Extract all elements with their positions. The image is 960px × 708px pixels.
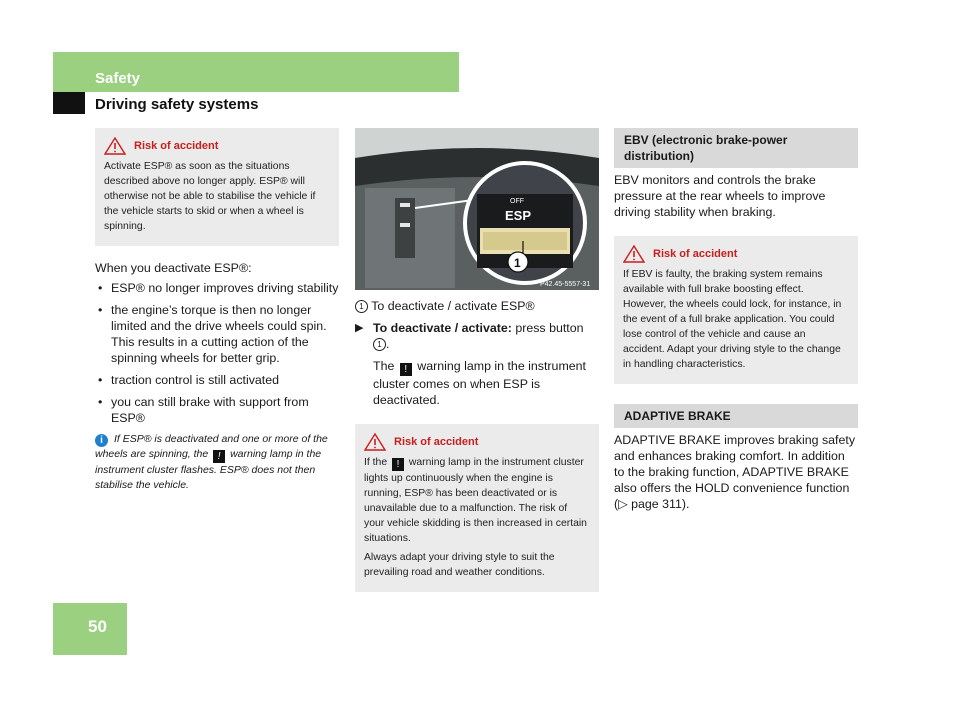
photo-callout: 1	[514, 256, 521, 270]
warning-text: Activate ESP® as soon as the situations described above no longer apply. ESP® will otherwise not be able to stabilise the vehicle if the vehicle starts to skid or when a wheel is spinning.	[104, 161, 316, 232]
esp-button-photo	[355, 128, 599, 290]
ebv-text: EBV monitors and controls the brake pressure at the rear wheels to improve driving stability when braking.	[614, 173, 826, 219]
arrow-right-icon: ▷	[618, 497, 628, 511]
esp-warning-lamp-icon: !	[400, 363, 412, 376]
photo-caption: 1 To deactivate / activate ESP®	[355, 298, 599, 314]
header-marker	[53, 92, 85, 114]
column-3	[614, 128, 858, 516]
subsection-title: Driving safety systems	[95, 96, 259, 113]
page-number: 50	[88, 617, 107, 636]
info-icon: i	[95, 434, 108, 447]
esp-warning-lamp-icon: !	[392, 458, 404, 471]
photo-code: P42.45-5557-31	[540, 281, 591, 288]
instruction: ▶ To deactivate / activate: press button 1 . The ! warning lamp in the instrument cluster comes on when ESP is deactivated.	[355, 321, 586, 407]
column-2	[355, 128, 599, 592]
lamp-text: warning lamp in the instrument cluster comes on when ESP is deactivated.	[373, 359, 586, 407]
esp-bullet-list	[95, 280, 339, 426]
note-text-1: If ESP® is deactivated and one or more of the wheels are spinning, the	[95, 433, 328, 460]
list-item: • traction control is still activated	[98, 373, 280, 387]
warning-box	[355, 424, 599, 592]
warning-triangle-icon	[623, 245, 645, 263]
arrow-right-icon: ▶	[355, 322, 364, 334]
list-item: • ESP® no longer improves driving stability	[98, 281, 339, 295]
list-item: • you can still brake with support from ESP®	[98, 395, 309, 425]
warning-title: Risk of accident	[653, 247, 738, 260]
instruction-text: press button	[515, 321, 584, 335]
note-text-2: warning lamp in the instrument cluster flashes. ESP® does not then stabilise the vehicle.	[95, 448, 322, 491]
photo-esp-label: ESP	[505, 208, 532, 223]
section-title: Safety	[95, 70, 141, 87]
instruction-label: To deactivate / activate:	[373, 321, 512, 335]
warning-box	[614, 236, 858, 384]
ebv-heading: EBV (electronic brake-power distribution)	[614, 128, 858, 168]
info-note	[95, 432, 339, 493]
warning-triangle-icon	[364, 433, 386, 451]
warning-text: If EBV is faulty, the braking system remains available with full brake boosting effect. However, the wheels could lock, for instance, in the event of a full brake application. You could lose control of the vehicle and cause an accident. Adapt your driving style to the change in handling characteristics.	[623, 269, 842, 370]
column-1	[95, 128, 339, 493]
warning-title: Risk of accident	[134, 139, 219, 152]
adaptive-brake-text: ADAPTIVE BRAKE improves braking safety and enhances braking comfort. In addition to the braking function, ADAPTIVE BRAKE also offers the HOLD convenience function (▷ page 311).	[614, 433, 856, 511]
warning-text-2: Always adapt your driving style to suit the prevailing road and weather conditions.	[364, 552, 555, 578]
adaptive-brake-heading: ADAPTIVE BRAKE	[614, 404, 858, 428]
list-item: • the engine’s torque is then no longer limited and the drive wheels could spin. This results in a cutting action of the spinning wheels for better grip.	[98, 303, 327, 365]
warning-title: Risk of accident	[394, 435, 479, 448]
warning-box	[95, 128, 339, 246]
photo-off-label: OFF	[510, 198, 524, 205]
warning-text: If the ! warning lamp in the instrument cluster lights up continuously when the engine is running, ESP® has been deactivated or is unavailable due to a malfunction. The risk of your vehicle skidding is then increased in certain situations.	[364, 457, 587, 544]
warning-triangle-icon	[104, 137, 126, 155]
esp-intro: When you deactivate ESP®:	[95, 261, 252, 275]
esp-warning-lamp-icon: !	[213, 450, 225, 463]
page-reference-link[interactable]: page 311	[631, 497, 682, 511]
